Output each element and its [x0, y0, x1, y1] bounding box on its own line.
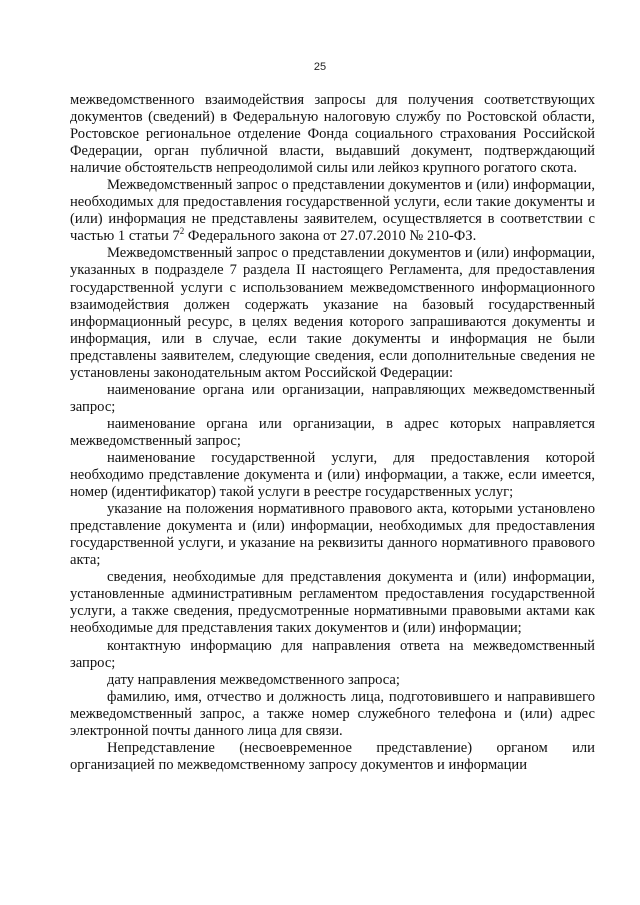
paragraph-3: Межведомственный запрос о представлении документов и (или) информации, указанных в подразделе 7 раздела II настоящего Регламента, для предоставления государственной услуги с использованием межведомственного информационного взаимодействия должен содержать указание на базовый государственный информационный ресурс, в целях ведения которого запрашиваются документы и информация, или в случае, если такие документы и информация не были представлены заявителем, следующие сведения, если дополнительные сведения не установлены законодательным актом Российской Федерации: — [70, 245, 595, 381]
paragraph-1: межведомственного взаимодействия запросы для получения соответствующих документов (сведений) в Федеральную налоговую службу по Ростовской области, Ростовское региональное отделение Фонда социального страхования Российской Федерации, орган публичной власти, выдавший документ, подтверждающий наличие обстоятельств непреодолимой силы или лейкоз крупного рогатого скота. — [70, 92, 595, 177]
list-item-responsible-person: фамилию, имя, отчество и должность лица, подготовившего и направившего межведомственный запрос, а также номер служебного телефона и (или) адрес электронной почты данного лица для связи. — [70, 688, 595, 739]
list-item-required-info: сведения, необходимые для представления документа и (или) информации, установленные административным регламентом предоставления государственной услуги, а также сведения, предусмотренные нормативными правовыми актами как необходимые для представления таких документов и (или) информации; — [70, 569, 595, 637]
list-item-requesting-organ: наименование органа или организации, направляющих межведомственный запрос; — [70, 381, 595, 415]
superscript: 2 — [179, 226, 185, 237]
list-item-service-name: наименование государственной услуги, для предоставления которой необходимо представление документа и (или) информации, а также, если имеется, номер (идентификатор) такой услуги в реестре государственных услуг; — [70, 449, 595, 501]
list-item-receiving-organ: наименование органа или организации, в адрес которых направляется межведомственный запрос; — [70, 415, 595, 449]
paragraph-2-text: Межведомственный запрос о представлении документов и (или) информации, необходимых для предоставления государственной услуги, если такие документы и (или) информация не представлены заявителем, осуществляется в соответствии с частью 1 статьи 7 — [70, 177, 595, 245]
list-item-legal-act: указание на положения нормативного правового акта, которыми установлено представление документа и (или) информации, необходимых для предоставления государственной услуги, и указание на реквизиты данного нормативного правового акта; — [70, 501, 595, 569]
paragraph-2 — [70, 177, 595, 245]
paragraph-final: Непредставление (несвоевременное представление) органом или организацией по межведомственному запросу документов и информации — [70, 739, 595, 773]
document-body — [70, 92, 595, 774]
paragraph-2-text-end: Федерального закона от 27.07.2010 № 210-ФЗ. — [184, 228, 477, 245]
page-number: 25 — [313, 61, 327, 73]
list-item-contact-info: контактную информацию для направления ответа на межведомственный запрос; — [70, 637, 595, 671]
list-item-request-date: дату направления межведомственного запроса; — [107, 671, 400, 688]
